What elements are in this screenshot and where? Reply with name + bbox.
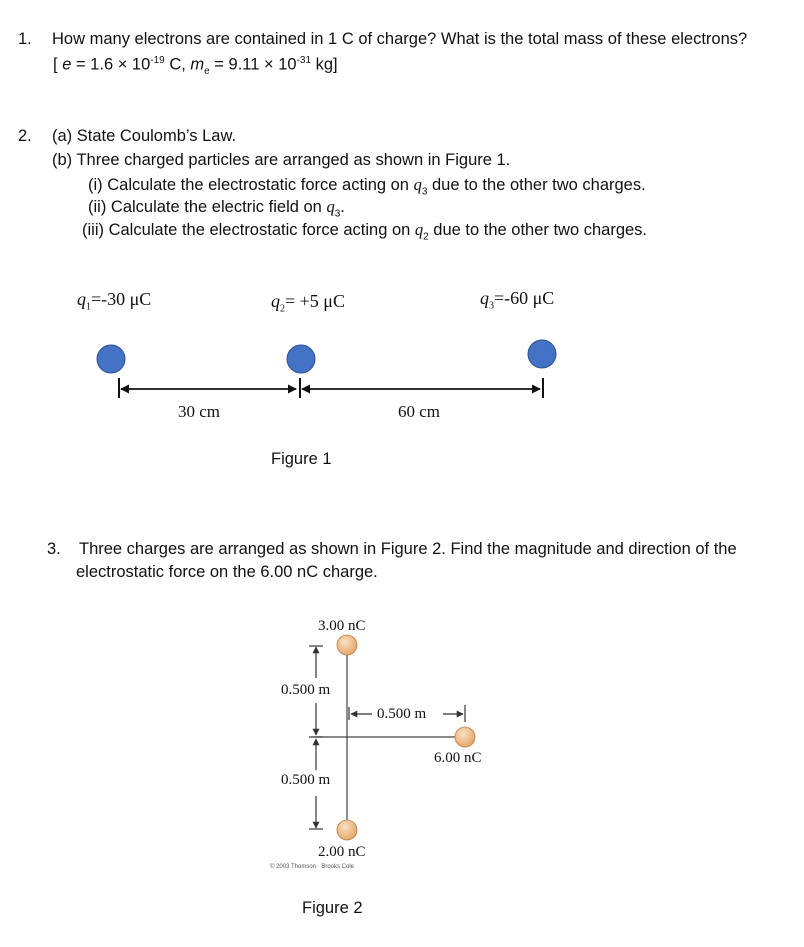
q3-number: 3. xyxy=(47,540,61,558)
fig1-charge-label-q3: $q_3=-60$ μC xyxy=(480,288,555,312)
fig2-copyright: © 2003 Thomson · Brooks Cole xyxy=(270,864,355,870)
q3-line2: electrostatic force on the 6.00 nC charge. xyxy=(76,563,378,581)
fig1-caption: Figure 1 xyxy=(271,450,332,468)
fig1-charge-q2 xyxy=(287,345,315,373)
electron-charge-symbol: e xyxy=(62,55,72,74)
q1-text: How many electrons are contained in 1 C of charge? What is the total mass of these electrons? xyxy=(52,30,748,48)
electron-mass-value: = 9.11 × 10 xyxy=(209,55,297,74)
q2-part-a: (a) State Coulomb’s Law. xyxy=(52,127,237,145)
fig1-charge-label-q1: $q_1=-30$ μC xyxy=(77,289,152,313)
fig2-charge-bottom xyxy=(337,820,357,840)
q2-ii-var: q xyxy=(326,197,335,216)
fig1-charge-q1 xyxy=(97,345,125,373)
q2-iii-sub: 2 xyxy=(423,231,429,243)
q2-ii-sub: 3 xyxy=(334,208,341,220)
q1-number: 1. xyxy=(18,30,32,48)
fig2-upper-distance-label: 0.500 m xyxy=(281,682,331,698)
electron-mass-subscript: e xyxy=(204,65,210,77)
fig2-right-charge-label: 6.00 nC xyxy=(434,750,482,766)
electron-mass-symbol: m xyxy=(190,55,205,74)
fig1-distance-60cm: 60 cm xyxy=(398,402,441,421)
fig2-charge-top xyxy=(337,635,357,655)
q2-iii-var: q xyxy=(414,220,424,239)
q2-ii-suffix: . xyxy=(340,198,345,216)
electron-charge-exponent: -19 xyxy=(150,55,165,66)
fig2-caption: Figure 2 xyxy=(302,899,363,917)
fig1-distance-30cm: 30 cm xyxy=(178,402,221,421)
electron-charge-value: = 1.6 × 10 xyxy=(71,55,151,74)
fig1-charge-label-q2: $q_2= +5$ μC xyxy=(271,291,345,315)
fig2-lower-distance-label: 0.500 m xyxy=(281,772,331,788)
given-open: [ xyxy=(53,55,58,74)
q2-i-var: q xyxy=(413,175,422,194)
fig2-charge-right xyxy=(455,727,475,747)
q2-number: 2. xyxy=(18,127,32,145)
q2-ii-prefix: (ii) Calculate the electric field on xyxy=(88,198,327,216)
q2-iii-prefix: (iii) Calculate the electrostatic force acting on xyxy=(82,221,415,239)
fig1-charge-q3 xyxy=(528,340,556,368)
fig2-horizontal-distance-label: 0.500 m xyxy=(377,706,427,722)
fig2-top-charge-label: 3.00 nC xyxy=(318,618,366,634)
q2-i-suffix: due to the other two charges. xyxy=(427,176,646,194)
q2-i-sub: 3 xyxy=(421,186,428,198)
electron-mass-unit: kg] xyxy=(311,55,338,74)
fig2-bottom-charge-label: 2.00 nC xyxy=(318,844,366,860)
q2-i-prefix: (i) Calculate the electrostatic force acting on xyxy=(88,176,414,194)
q2-part-b: (b) Three charged particles are arranged as shown in Figure 1. xyxy=(52,151,511,169)
electron-mass-exponent: -31 xyxy=(296,55,312,66)
electron-charge-unit: C, xyxy=(164,55,191,74)
q2-iii-suffix: due to the other two charges. xyxy=(428,221,648,239)
q3-line1: Three charges are arranged as shown in Figure 2. Find the magnitude and direction of the xyxy=(79,540,737,558)
